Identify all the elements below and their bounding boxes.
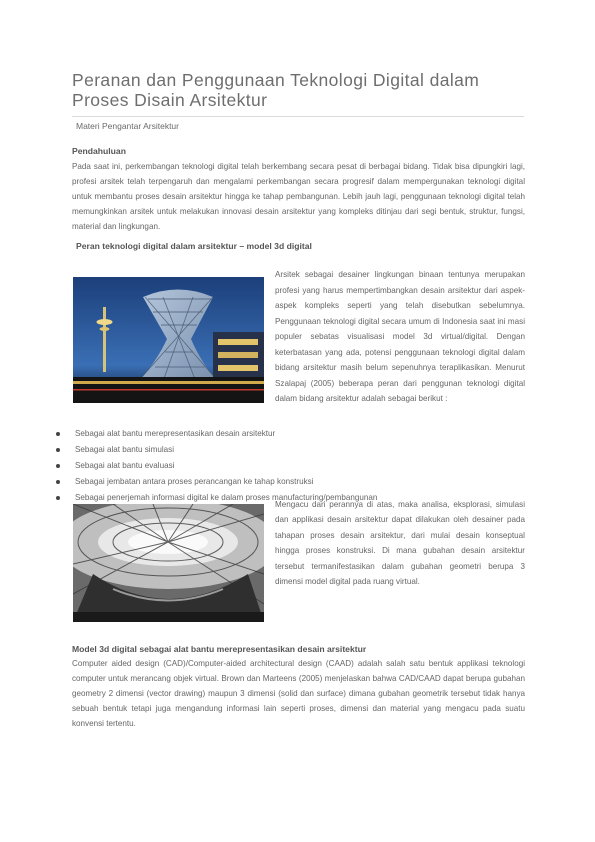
paragraph-peran: Arsitek sebagai desainer lingkungan binaan tentunya merupakan profesi yang harus mempertimbangkan desain arsitektur dari aspek-aspek kompleks seperti yang telah disebutkan sebelumnya. Penggunaan teknologi digital secara umum di Indonesia saat ini masi populer sebatas visualisasi model 3d virtual/digital. Dengan keterbatasan yang ada, potensi penggunaan teknologi digital dalam bidang arsitektur masih belum sepenuhnya teraplikasikan. Menurut Szalapaj (2005) beberapa peran dari penggunan teknologi digital dalam bidang arsitektur adalah sebagai berikut : (275, 270, 525, 403)
page-title: Peranan dan Penggunaan Teknologi Digital dalam Proses Disain Arsitektur (72, 70, 480, 110)
bullet-icon (56, 496, 60, 500)
paragraph-model-3d: Computer aided design (CAD)/Computer-aided architectural design (CAAD) adalah salah satu bentuk applikasi teknologi computer untuk merancang objek virtual. Brown dan Marteens (2005) menjelaskan bahwa CAD/CAAD dapat berupa gubahan geometry 2 dimensi (vector drawing) maupun 3 dimensi (solid dan surface) dimana gubahan geometrik tersebut tidak hanya sebuah bentuk tetapi juga mengandung informasi lain seperti proses, dimensi dan material yang mengacu pada suatu konvensi tertentu. (72, 659, 525, 728)
list-item: Sebagai alat bantu merepresentasikan desain arsitektur (56, 426, 526, 442)
building-exterior-photo (73, 277, 264, 403)
list-item: Sebagai jembatan antara proses perancangan ke tahap konstruksi (56, 474, 526, 490)
bullet-icon (56, 432, 60, 436)
title-divider (72, 116, 524, 117)
list-item: Sebagai alat bantu evaluasi (56, 458, 526, 474)
paragraph-mengacu: Mengacu dari perannya di atas, maka analisa, eksplorasi, simulasi dan applikasi desain arsitektur dapat dilakukan oleh desainer pada tahapan proses desain arsitektur, dari mulai desain konseptual hingga proses konstruksi. Di mana gubahan desain arsitektur tersebut termanifestasikan dalam gubahan geometri berupa 3 dimensi model digital pada ruang virtual. (275, 500, 525, 587)
bullet-icon (56, 480, 60, 484)
bullet-icon (56, 464, 60, 468)
list-item: Sebagai alat bantu simulasi (56, 442, 526, 458)
paragraph-pendahuluan: Pada saat ini, perkembangan teknologi digital telah berkembang secara pesat di berbagai bidang. Tidak bisa dipungkiri lagi, profesi arsitek telah terpengaruh dan mengalami perkembangan secara progresif dalam mempergunakan teknologi digital untuk membantu proses desain arsitektur hingga ke tahap pembangunan. Lebih jauh lagi, penggunaan teknologi digital telah memungkinkan arsitek untuk melakukan innovasi desain arsitektur yang kompleks ditinjau dari segi bentuk, struktur, fungsi, material dan lingkungan. (72, 162, 525, 231)
list-item: Sebagai penerjemah informasi digital ke dalam proses manufacturing/pembangunan (56, 490, 526, 506)
roles-bullet-list (56, 426, 526, 506)
section-heading-model-3d: Model 3d digital sebagai alat bantu merepresentasikan desain arsitektur (72, 644, 367, 654)
page-subtitle: Materi Pengantar Arsitektur (76, 121, 179, 131)
section-heading-peran: Peran teknologi digital dalam arsitektur – model 3d digital (76, 241, 312, 251)
building-interior-photo (73, 504, 264, 622)
section-heading-pendahuluan: Pendahuluan (72, 146, 126, 156)
bullet-icon (56, 448, 60, 452)
